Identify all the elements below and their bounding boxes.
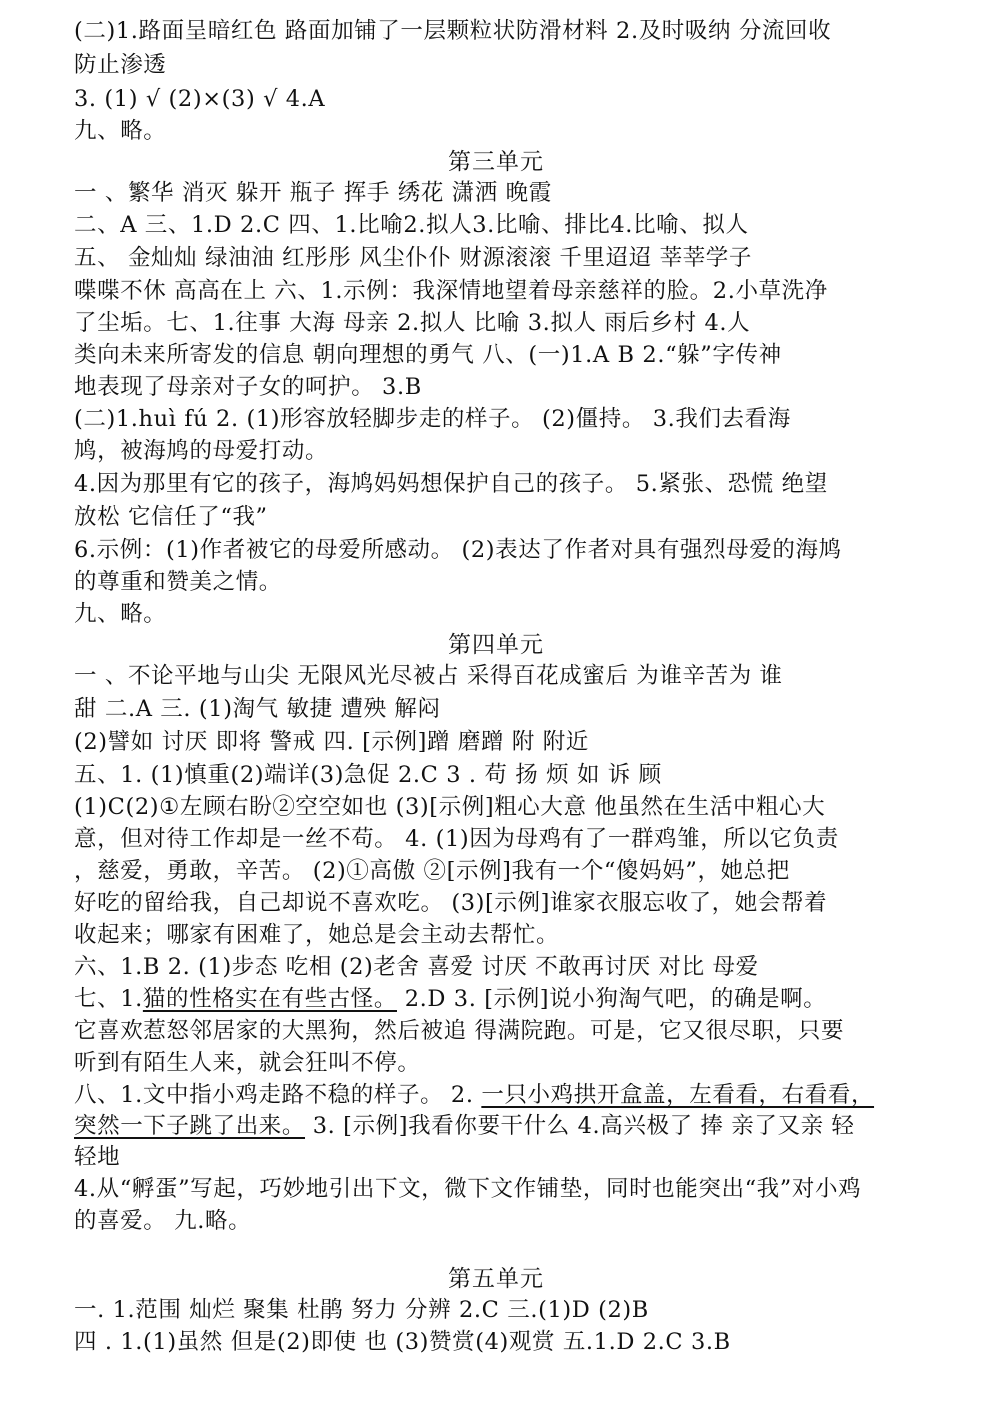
text-segment: 八、1.文中指小鸡走路不稳的样子。 2. bbox=[74, 1082, 482, 1108]
text-line: 一 、不论平地与山尖 无限风光尽被占 采得百花成蜜后 为谁辛苦为 谁 bbox=[74, 663, 783, 689]
text-line: (二)1.路面呈暗红色 路面加铺了一层颗粒状防滑材料 2.及时吸纳 分流回收 bbox=[74, 18, 832, 44]
text-line: 它喜欢惹怒邻居家的大黑狗，然后被追 得满院跑。可是，它又很尽职，只要 bbox=[74, 1018, 845, 1044]
text-line: 喋喋不休 高高在上 六、1.示例：我深情地望着母亲慈祥的脸。2.小草洗净 bbox=[74, 278, 828, 304]
text-line: 一 、繁华 消灭 躲开 瓶子 挥手 绣花 潇洒 晚霞 bbox=[74, 180, 552, 206]
text-line: 一. 1.范围 灿烂 聚集 杜鹃 努力 分辨 2.C 三.(1)D (2)B bbox=[74, 1297, 649, 1323]
text-line: 4.因为那里有它的孩子，海鸠妈妈想保护自己的孩子。 5.紧张、恐慌 绝望 bbox=[74, 471, 828, 497]
text-line: ，慈爱，勇敢，辛苦。 (2)①高傲 ②[示例]我有一个“傻妈妈”，她总把 bbox=[74, 858, 790, 884]
text-line: 四 . 1.(1)虽然 但是(2)即使 也 (3)赞赏(4)观赏 五.1.D 2.C 3.B bbox=[74, 1329, 731, 1355]
text-line: 地表现了母亲对子女的呵护。 3.B bbox=[74, 374, 422, 400]
text-line: 了尘垢。七、1.往事 大海 母亲 2.拟人 比喻 3.拟人 雨后乡村 4.人 bbox=[74, 310, 751, 336]
text-line: 六、1.B 2. (1)步态 吃相 (2)老舍 喜爱 讨厌 不敢再讨厌 对比 母爱 bbox=[74, 954, 759, 980]
text-line: 二、A 三、1.D 2.C 四、1.比喻2.拟人3.比喻、排比4.比喻、拟人 bbox=[74, 212, 749, 238]
underlined-answer: 猫的性格实在有些古怪。 bbox=[142, 986, 397, 1012]
text-line: 4.从“孵蛋”写起，巧妙地引出下文，微下文作铺垫，同时也能突出“我”对小鸡 bbox=[74, 1176, 862, 1202]
text-line bbox=[74, 984, 826, 1014]
text-line: 听到有陌生人来，就会狂叫不停。 bbox=[74, 1050, 421, 1076]
text-line: 的喜爱。 九.略。 bbox=[74, 1208, 252, 1234]
text-line: 鸠，被海鸠的母爱打动。 bbox=[74, 438, 329, 464]
text-line: 防止渗透 bbox=[74, 52, 167, 78]
text-line: 好吃的留给我，自己却说不喜欢吃。 (3)[示例]谁家衣服忘收了，她会帮着 bbox=[74, 890, 828, 916]
text-line bbox=[74, 1080, 874, 1110]
underlined-answer: 一只小鸡拱开盒盖，左看看，右看看， bbox=[481, 1082, 875, 1108]
text-line: 的尊重和赞美之情。 bbox=[74, 569, 282, 595]
text-line: 类向未来所寄发的信息 朝向理想的勇气 八、(一)1.A B 2.“躲”字传神 bbox=[74, 342, 782, 368]
unit-heading: 第五单元 bbox=[448, 1266, 544, 1292]
text-line: 九、略。 bbox=[74, 118, 167, 144]
text-line: (1)C(2)①左顾右盼②空空如也 (3)[示例]粗心大意 他虽然在生活中粗心大 bbox=[74, 794, 826, 820]
text-line: (二)1.huì fú 2. (1)形容放轻脚步走的样子。 (2)僵持。 3.我们去看海 bbox=[74, 406, 791, 432]
text-line: 九、略。 bbox=[74, 601, 167, 627]
text-line: 意，但对待工作却是一丝不苟。 4. (1)因为母鸡有了一群鸡雏，所以它负责 bbox=[74, 826, 839, 852]
text-segment: 七、1. bbox=[74, 986, 143, 1012]
text-line: 轻地 bbox=[74, 1144, 121, 1170]
text-segment: 3. [示例]我看你要干什么 4.高兴极了 捧 亲了又亲 轻 bbox=[305, 1113, 855, 1139]
text-line: 3. (1) √ (2)×(3) √ 4.A bbox=[74, 86, 326, 112]
text-line: 五、1. (1)慎重(2)端详(3)急促 2.C 3 . 苟 扬 烦 如 诉 顾 bbox=[74, 762, 662, 788]
text-line: 收起来；哪家有困难了，她总是会主动去帮忙。 bbox=[74, 922, 560, 948]
text-line bbox=[74, 1111, 855, 1141]
text-line: 甜 二.A 三. (1)淘气 敏捷 遭殃 解闷 bbox=[74, 696, 441, 722]
unit-heading: 第四单元 bbox=[448, 632, 544, 658]
underlined-answer: 突然一下子跳了出来。 bbox=[74, 1113, 306, 1139]
text-line: 6.示例：(1)作者被它的母爱所感动。 (2)表达了作者对具有强烈母爱的海鸠 bbox=[74, 537, 842, 563]
text-line: 五、 金灿灿 绿油油 红彤彤 风尘仆仆 财源滚滚 千里迢迢 莘莘学子 bbox=[74, 245, 752, 271]
text-line: 放松 它信任了“我” bbox=[74, 504, 268, 530]
text-line: (2)譬如 讨厌 即将 警戒 四. [示例]蹭 磨蹭 附 附近 bbox=[74, 729, 589, 755]
unit-heading: 第三单元 bbox=[448, 149, 544, 175]
text-segment: 2.D 3. [示例]说小狗淘气吧，的确是啊。 bbox=[396, 986, 827, 1012]
